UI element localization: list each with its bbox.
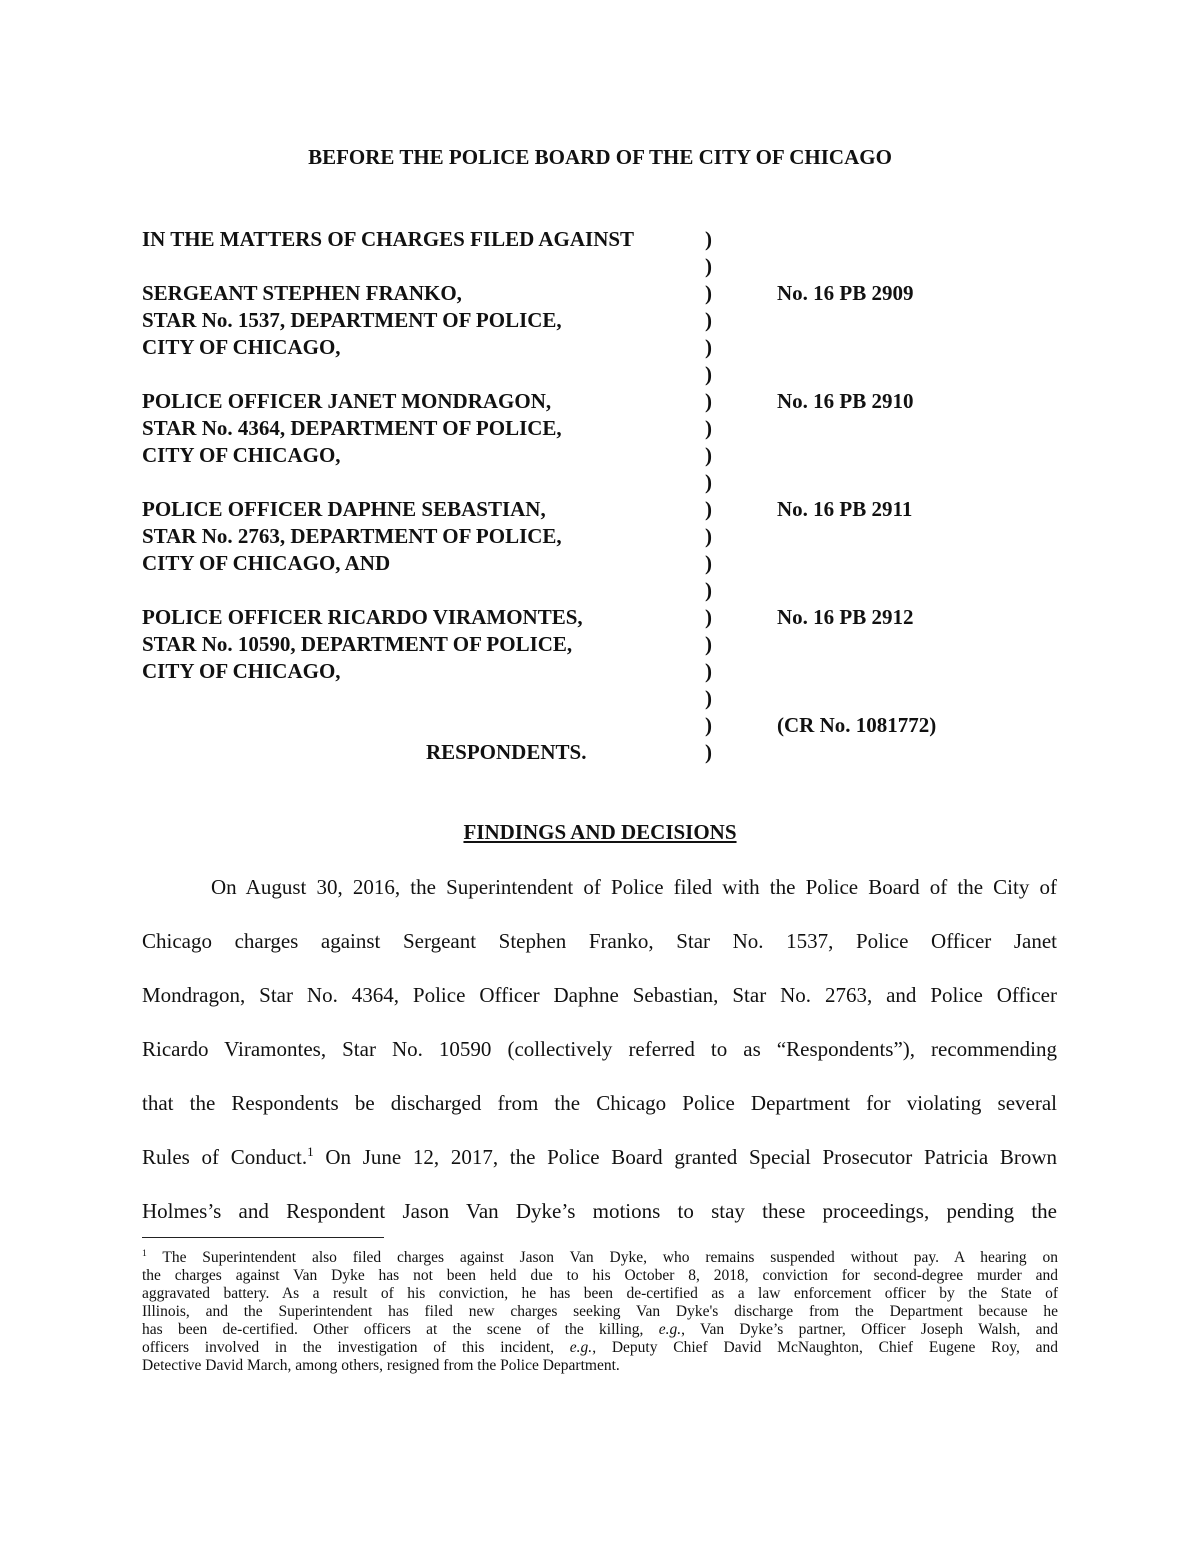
caption-row [0,389,1200,416]
caption-party-text: POLICE OFFICER RICARDO VIRAMONTES, [142,605,583,629]
caption-row [0,416,1200,443]
court-heading: BEFORE THE POLICE BOARD OF THE CITY OF CHICAGO [308,145,892,169]
caption-party-text: CITY OF CHICAGO, [142,443,341,467]
body-line [142,1145,1057,1169]
caption-row [0,686,1200,713]
footnote-eg: e.g. [658,1321,682,1338]
footnote-line [142,1321,1058,1339]
case-number: No. 16 PB 2912 [777,605,914,629]
caption-paren: ) [705,443,712,467]
caption-row [0,740,1200,767]
caption-paren: ) [705,659,712,683]
caption-paren: ) [705,578,712,602]
case-number: No. 16 PB 2909 [777,281,914,305]
body-line: Mondragon, Star No. 4364, Police Officer Daphne Sebastian, Star No. 2763, and Police Officer [142,983,1057,1007]
body-line: Chicago charges against Sergeant Stephen Franko, Star No. 1537, Police Officer Janet [142,929,1057,953]
caption-party-text: STAR No. 1537, DEPARTMENT OF POLICE, [142,308,562,332]
body-text: On June 12, 2017, the Police Board granted Special Prosecutor Patricia Brown [313,1145,1057,1169]
caption-paren: ) [705,389,712,413]
respondents-label: RESPONDENTS. [426,740,587,764]
caption-row [0,524,1200,551]
caption-row [0,551,1200,578]
body-line: Ricardo Viramontes, Star No. 10590 (collectively referred to as “Respondents”), recommending [142,1037,1057,1061]
footnote-line: Detective David March, among others, resigned from the Police Department. [142,1357,620,1374]
footnote-separator [142,1237,384,1238]
caption-paren: ) [705,605,712,629]
caption-party-text: POLICE OFFICER DAPHNE SEBASTIAN, [142,497,546,521]
body-text: Rules of Conduct. [142,1145,308,1169]
caption-paren: ) [705,227,712,251]
caption-paren: ) [705,335,712,359]
caption-party-text: STAR No. 4364, DEPARTMENT OF POLICE, [142,416,562,440]
caption-party-text: CITY OF CHICAGO, AND [142,551,391,575]
caption-paren: ) [705,308,712,332]
caption-paren: ) [705,686,712,710]
footnote-reference[interactable]: 1 [307,1144,314,1159]
caption-paren: ) [705,281,712,305]
caption-row [0,308,1200,335]
footnote-line: aggravated battery. As a result of his conviction, he has been de-certified as a law enforcement officer by the State of [142,1285,1058,1302]
caption-row [0,254,1200,281]
caption-row [0,335,1200,362]
caption-row [0,605,1200,632]
caption-paren: ) [705,551,712,575]
caption-row [0,659,1200,686]
caption-row [0,578,1200,605]
caption-party-text: STAR No. 2763, DEPARTMENT OF POLICE, [142,524,562,548]
caption-row [0,227,1200,254]
caption-party-text: IN THE MATTERS OF CHARGES FILED AGAINST [142,227,635,251]
case-number: No. 16 PB 2911 [777,497,913,521]
body-line: Holmes’s and Respondent Jason Van Dyke’s motions to stay these proceedings, pending the [142,1199,1057,1223]
caption-paren: ) [705,632,712,656]
findings-heading: FINDINGS AND DECISIONS [463,820,737,844]
caption-row [0,470,1200,497]
caption-paren: ) [705,740,712,764]
footnote-line [142,1339,1058,1357]
caption-paren: ) [705,254,712,278]
caption-party-text: CITY OF CHICAGO, [142,335,341,359]
caption-paren: ) [705,524,712,548]
footnote-text: has been de-certified. Other officers at the scene of the killing, [142,1321,644,1338]
footnote-eg: e.g. [569,1339,593,1356]
footnote-line: the charges against Van Dyke has not been held due to his October 8, 2018, conviction for second-degree murder and [142,1267,1058,1284]
caption-paren: ) [705,713,712,737]
caption-party-text: STAR No. 10590, DEPARTMENT OF POLICE, [142,632,573,656]
caption-row [0,497,1200,524]
footnote-line: Illinois, and the Superintendent has filed new charges seeking Van Dyke's discharge from the Department because he [142,1303,1058,1320]
caption-row [0,713,1200,740]
caption-party-text: CITY OF CHICAGO, [142,659,341,683]
footnote-line [142,1249,1058,1267]
caption-row [0,632,1200,659]
caption-paren: ) [705,497,712,521]
caption-paren: ) [705,470,712,494]
cr-number: (CR No. 1081772) [777,713,937,737]
footnote-text: , Van Dyke’s partner, Officer Joseph Walsh, and [681,1321,1058,1338]
body-line: On August 30, 2016, the Superintendent of Police filed with the Police Board of the City of [211,875,1057,899]
caption-paren: ) [705,416,712,440]
footnote-text: , Deputy Chief David McNaughton, Chief Eugene Roy, and [592,1339,1058,1356]
footnote-text: officers involved in the investigation of this incident, [142,1339,554,1356]
caption-row [0,281,1200,308]
body-line: that the Respondents be discharged from the Chicago Police Department for violating several [142,1091,1057,1115]
footnote-text: The Superintendent also filed charges against Jason Van Dyke, who remains suspended without pay. A hearing on [146,1249,1058,1266]
caption-row [0,362,1200,389]
footnote-marker: 1 [142,1247,147,1259]
caption-party-text: SERGEANT STEPHEN FRANKO, [142,281,462,305]
caption-party-text: POLICE OFFICER JANET MONDRAGON, [142,389,552,413]
case-number: No. 16 PB 2910 [777,389,914,413]
caption-paren: ) [705,362,712,386]
caption-row [0,443,1200,470]
